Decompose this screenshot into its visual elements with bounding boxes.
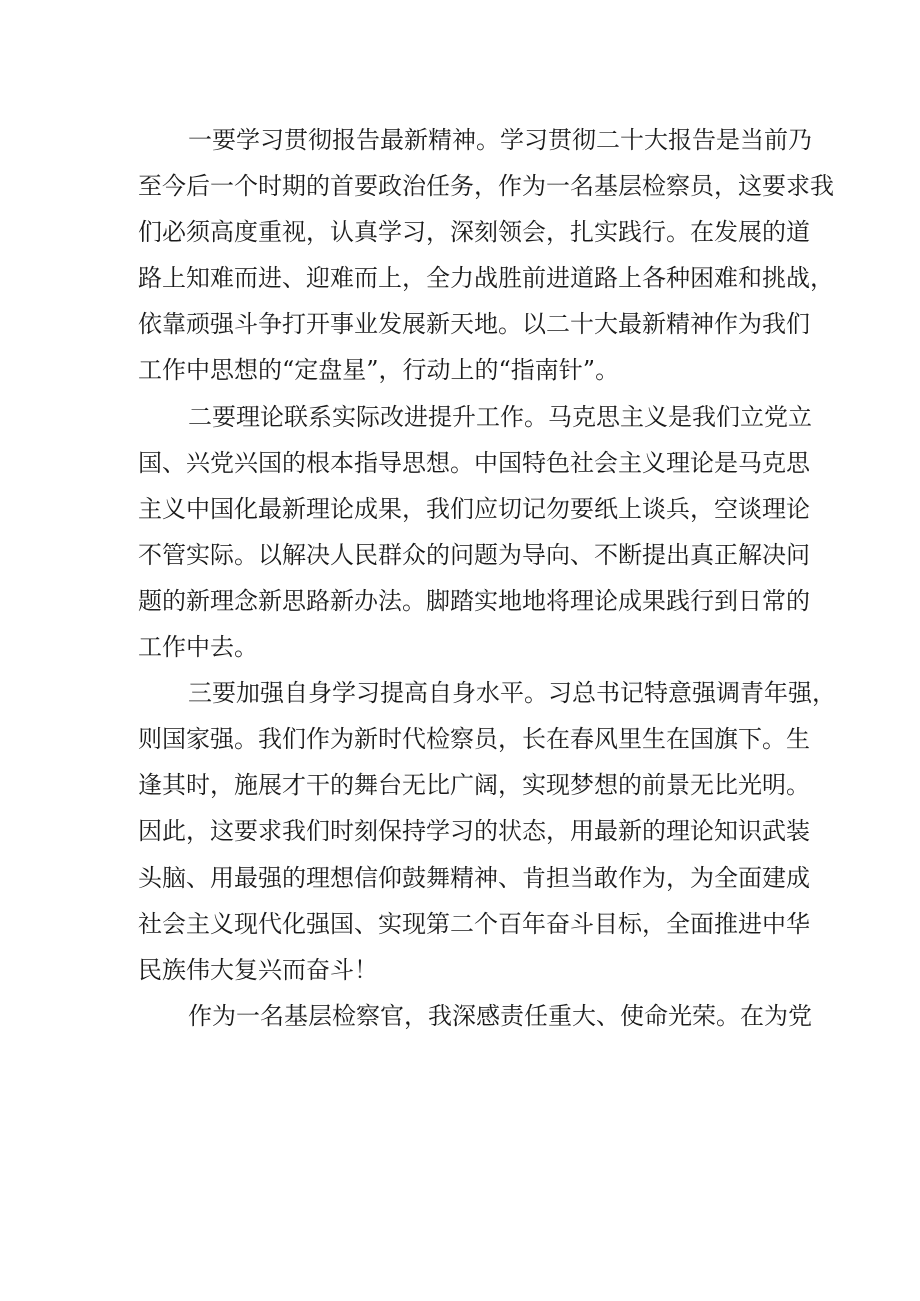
text-line: 二要理论联系实际改进提升工作。马克思主义是我们立党立 bbox=[188, 402, 812, 431]
text-line: 至今后一个时期的首要政治任务，作为一名基层检察员，这要求我 bbox=[138, 172, 834, 201]
text-line: 工作中去。 bbox=[138, 633, 258, 662]
text-line: 工作中思想的“定盘星”，行动上的“指南针”。 bbox=[138, 356, 620, 385]
text-line: 们必须高度重视，认真学习，深刻领会，扎实践行。在发展的道 bbox=[138, 218, 810, 247]
paragraph-3 bbox=[138, 670, 836, 993]
text-line: 题的新理念新思路新办法。脚踏实地地将理论成果践行到日常的 bbox=[138, 586, 810, 615]
text-line: 逢其时，施展才干的舞台无比广阔，实现梦想的前景无比光明。 bbox=[138, 771, 810, 800]
paragraph-2 bbox=[138, 394, 812, 671]
text-line: 国、兴党兴国的根本指导思想。中国特色社会主义理论是马克思 bbox=[138, 448, 810, 477]
text-line: 主义中国化最新理论成果，我们应切记勿要纸上谈兵，空谈理论 bbox=[138, 494, 810, 523]
paragraph-4 bbox=[138, 993, 812, 1039]
text-line: 则国家强。我们作为新时代检察员，长在春风里生在国旗下。生 bbox=[138, 725, 810, 754]
text-line: 社会主义现代化强国、实现第二个百年奋斗目标，全面推进中华 bbox=[138, 909, 810, 938]
paragraph-1 bbox=[138, 117, 834, 394]
text-line: 不管实际。以解决人民群众的问题为导向、不断提出真正解决问 bbox=[138, 540, 810, 569]
text-line: 作为一名基层检察官，我深感责任重大、使命光荣。在为党 bbox=[188, 1001, 812, 1030]
text-line: 头脑、用最强的理想信仰鼓舞精神、肯担当敢作为，为全面建成 bbox=[138, 863, 810, 892]
text-line: 民族伟大复兴而奋斗！ bbox=[138, 955, 378, 984]
text-line: 因此，这要求我们时刻保持学习的状态，用最新的理论知识武装 bbox=[138, 817, 810, 846]
document-body bbox=[138, 117, 836, 1039]
text-line: 一要学习贯彻报告最新精神。学习贯彻二十大报告是当前乃 bbox=[188, 126, 812, 154]
text-line: 依靠顽强斗争打开事业发展新天地。以二十大最新精神作为我们 bbox=[138, 310, 810, 339]
text-line: 路上知难而进、迎难而上，全力战胜前进道路上各种困难和挑战， bbox=[138, 264, 834, 293]
text-line: 三要加强自身学习提高自身水平。习总书记特意强调青年强， bbox=[188, 679, 836, 708]
